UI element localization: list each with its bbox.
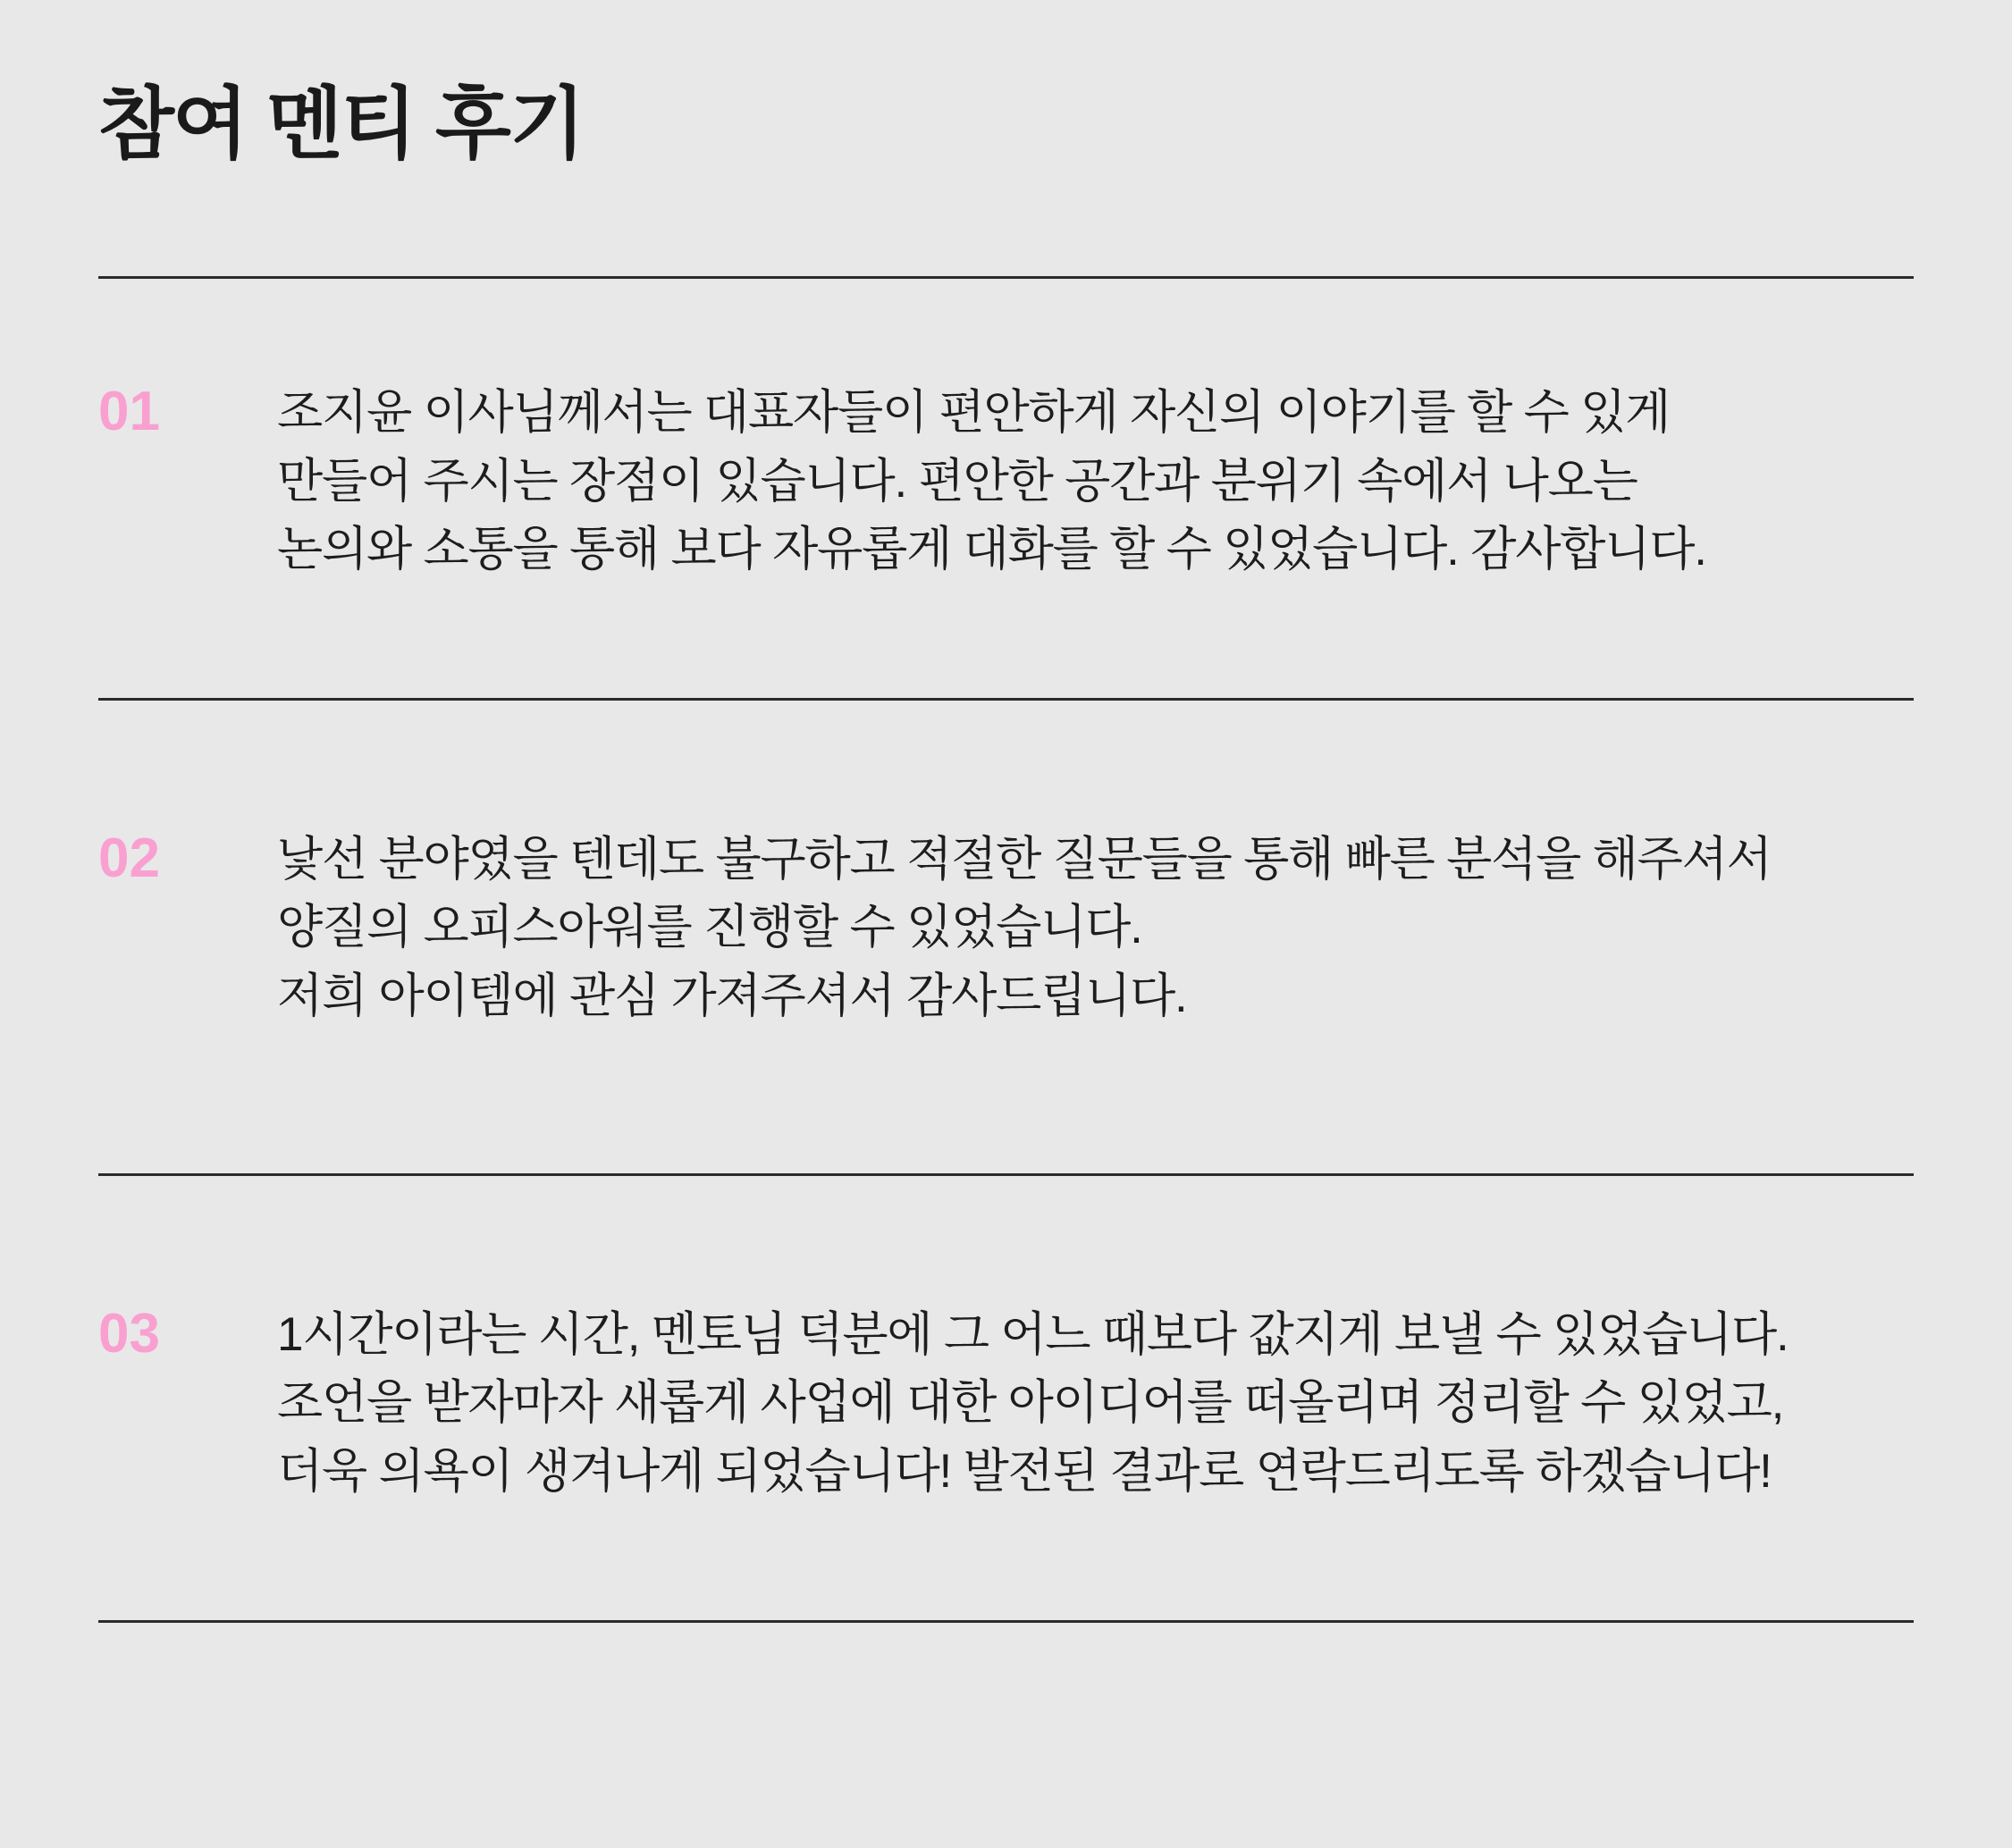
review-text-line: 양질의 오피스아워를 진행할 수 있었습니다. xyxy=(277,901,1142,954)
review-text-line: 더욱 의욕이 생겨나게 되었습니다! 발전된 결과로 연락드리도록 하겠습니다! xyxy=(277,1444,1772,1498)
list-item xyxy=(98,1176,1914,1620)
page-title: 참여 멘티 후기 xyxy=(98,80,584,168)
review-text-line: 조지윤 이사님께서는 대표자들이 편안하게 자신의 이야기를 할 수 있게 xyxy=(277,386,1671,440)
review-text xyxy=(277,826,1914,1030)
list-item xyxy=(98,701,1914,1173)
review-list xyxy=(98,279,1914,1623)
review-text-line: 저희 아이템에 관심 가져주셔서 감사드립니다. xyxy=(277,969,1187,1022)
divider-bottom xyxy=(98,1620,1914,1623)
review-number: 03 xyxy=(98,1303,160,1365)
review-text-line: 조언을 받자마자 새롭게 사업에 대한 아이디어를 떠올리며 정리할 수 있었고, xyxy=(277,1376,1784,1430)
list-item xyxy=(98,279,1914,698)
review-number: 01 xyxy=(98,381,160,443)
review-text-line: 만들어 주시는 장점이 있습니다. 편안한 공간과 분위기 속에서 나오는 xyxy=(277,454,1637,508)
review-text xyxy=(277,1301,1914,1506)
review-text-line: 논의와 소통을 통해 보다 자유롭게 대화를 할 수 있었습니다. 감사합니다. xyxy=(277,522,1706,575)
review-text-line: 낯선 분야였을 텐데도 불구하고 적절한 질문들을 통해 빠른 분석을 해주셔서 xyxy=(277,833,1772,886)
review-number: 02 xyxy=(98,827,160,890)
review-text xyxy=(277,379,1914,584)
review-text-line: 1시간이라는 시간, 멘토님 덕분에 그 어느 때보다 값지게 보낼 수 있었습니다. xyxy=(277,1308,1789,1362)
